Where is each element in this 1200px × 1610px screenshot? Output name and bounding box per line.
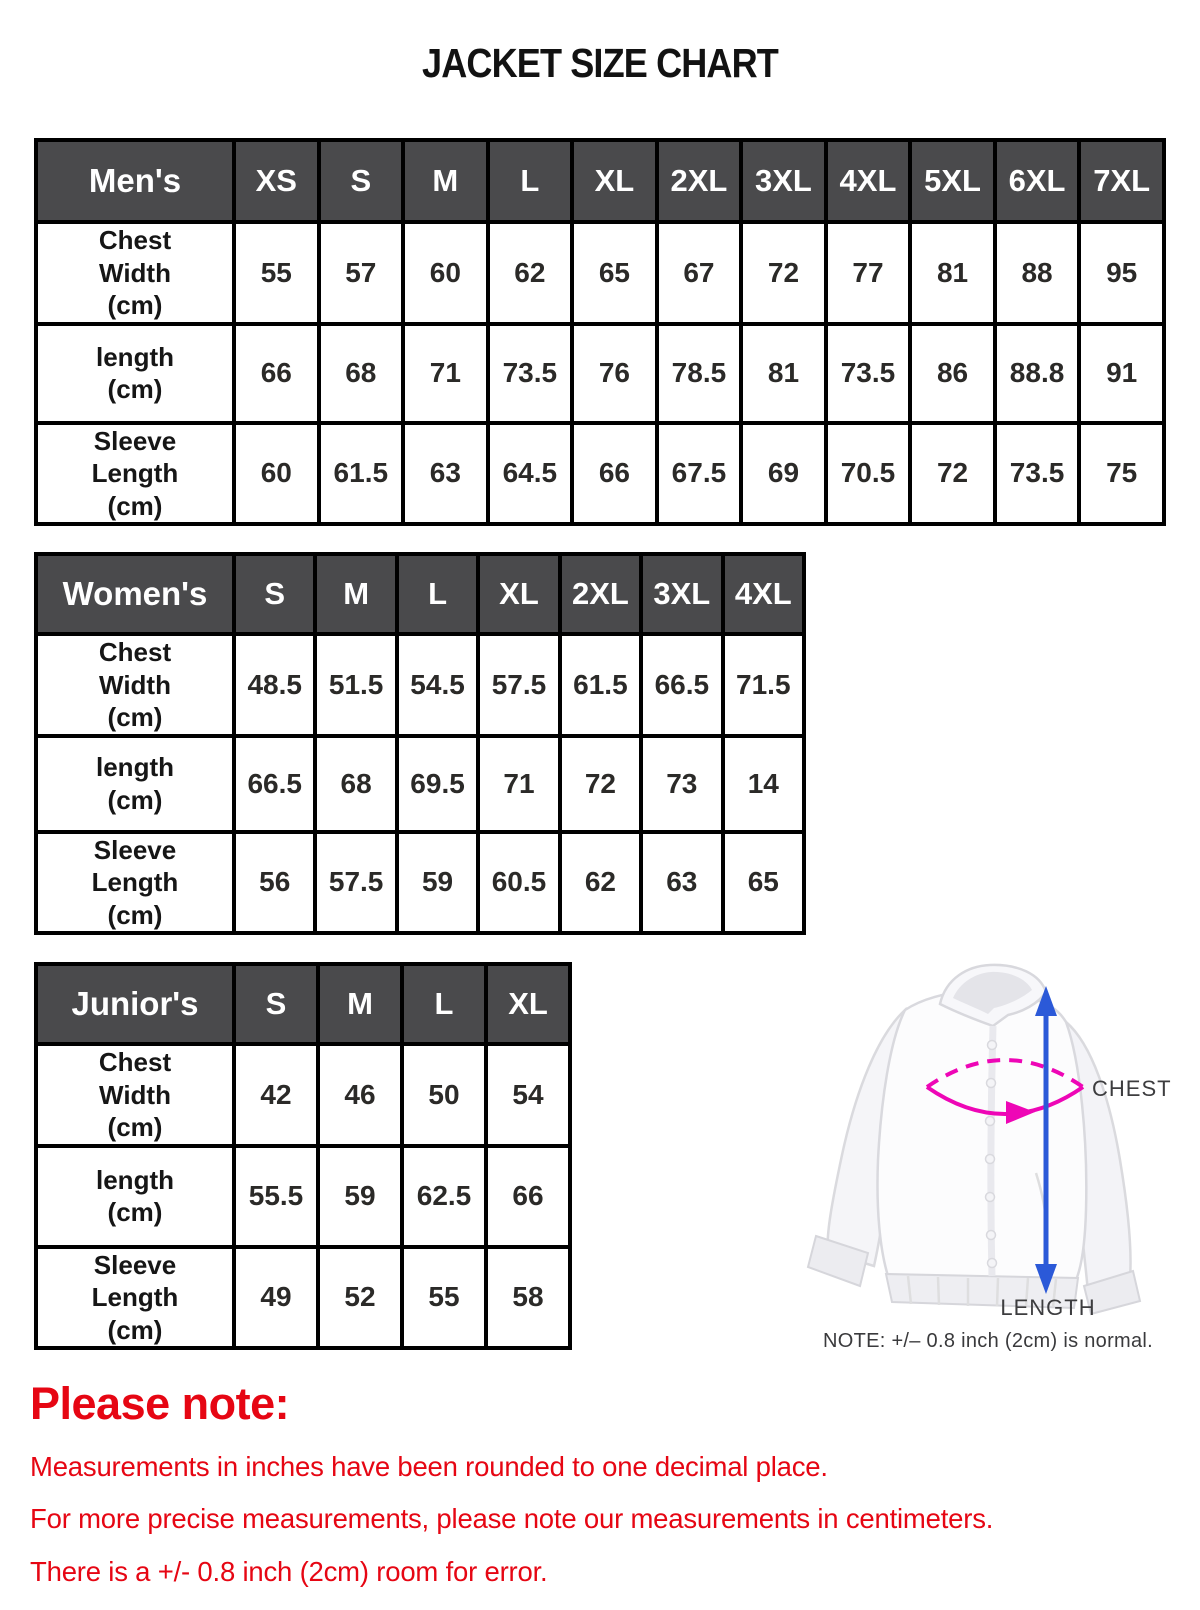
measurement-value-cell: 61.5 [560, 634, 641, 736]
measurement-row-label: length (cm) [36, 736, 234, 832]
measurement-value-cell: 50 [402, 1044, 486, 1146]
measurement-value-cell: 46 [318, 1044, 402, 1146]
measurement-value-cell: 57.5 [315, 832, 396, 934]
size-column-header: S [319, 140, 404, 222]
measurement-value-cell: 75 [1079, 423, 1164, 525]
measurement-row-label: Sleeve Length (cm) [36, 423, 234, 525]
size-column-header: XL [486, 964, 570, 1044]
measurement-value-cell: 72 [910, 423, 995, 525]
measurement-value-cell: 69.5 [397, 736, 478, 832]
measurement-value-cell: 52 [318, 1247, 402, 1349]
size-column-header: L [397, 554, 478, 634]
measurement-value-cell: 55 [402, 1247, 486, 1349]
measurement-value-cell: 54 [486, 1044, 570, 1146]
size-chart-table [34, 552, 806, 935]
measurement-value-cell: 66.5 [641, 634, 722, 736]
jacket-illustration [788, 940, 1188, 1318]
measurement-value-cell: 86 [910, 324, 995, 423]
measurement-value-cell: 65 [723, 832, 804, 934]
size-column-header: 4XL [723, 554, 804, 634]
measurement-row [36, 324, 1164, 423]
size-column-header: XS [234, 140, 319, 222]
mens-size-table [34, 138, 1166, 526]
measurement-value-cell: 66.5 [234, 736, 315, 832]
measurement-value-cell: 51.5 [315, 634, 396, 736]
please-note-line: Measurements in inches have been rounded to one decimal place. [30, 1451, 828, 1482]
measurement-value-cell: 66 [234, 324, 319, 423]
measurement-row-label: Sleeve Length (cm) [36, 1247, 234, 1349]
measurement-row [36, 1247, 570, 1349]
juniors-size-table [34, 962, 572, 1350]
measurement-value-cell: 48.5 [234, 634, 315, 736]
measurement-row [36, 222, 1164, 324]
measurement-value-cell: 56 [234, 832, 315, 934]
measurement-row [36, 634, 804, 736]
measurement-value-cell: 66 [572, 423, 657, 525]
measurement-value-cell: 66 [486, 1146, 570, 1247]
measurement-value-cell: 68 [315, 736, 396, 832]
measurement-row-label: Chest Width (cm) [36, 634, 234, 736]
measurement-value-cell: 65 [572, 222, 657, 324]
diagram-note: NOTE: +/– 0.8 inch (2cm) is normal. [822, 1330, 1154, 1352]
measurement-row [36, 1146, 570, 1247]
womens-size-table [34, 552, 806, 935]
measurement-value-cell: 69 [741, 423, 826, 525]
measurement-value-cell: 49 [234, 1247, 318, 1349]
measurement-value-cell: 88 [995, 222, 1080, 324]
measurement-row [36, 736, 804, 832]
measurement-value-cell: 14 [723, 736, 804, 832]
measurement-value-cell: 61.5 [319, 423, 404, 525]
measurement-value-cell: 60 [234, 423, 319, 525]
measurement-value-cell: 95 [1079, 222, 1164, 324]
please-note-line: There is a +/- 0.8 inch (2cm) room for error. [30, 1555, 548, 1587]
please-note-section [30, 1378, 1150, 1609]
chest-label: CHEST [1092, 1076, 1172, 1101]
measurement-value-cell: 57.5 [478, 634, 559, 736]
measurement-value-cell: 63 [641, 832, 722, 934]
measurement-value-cell: 71.5 [723, 634, 804, 736]
measurement-row [36, 1044, 570, 1146]
size-column-header: 6XL [995, 140, 1080, 222]
measurement-value-cell: 42 [234, 1044, 318, 1146]
measurement-value-cell: 63 [403, 423, 488, 525]
measurement-value-cell: 73.5 [826, 324, 911, 423]
size-column-header: XL [572, 140, 657, 222]
size-column-header: L [402, 964, 486, 1044]
size-column-header: M [318, 964, 402, 1044]
size-column-header: XL [478, 554, 559, 634]
measurement-row-label: length (cm) [36, 324, 234, 423]
measurement-row-label: Chest Width (cm) [36, 1044, 234, 1146]
measurement-row [36, 423, 1164, 525]
jacket-measurement-diagram [788, 940, 1188, 1353]
jacket-body [877, 990, 1086, 1280]
measurement-value-cell: 73.5 [488, 324, 573, 423]
measurement-value-cell: 55 [234, 222, 319, 324]
measurement-value-cell: 60.5 [478, 832, 559, 934]
page-title: JACKET SIZE CHART [422, 40, 778, 86]
size-column-header: 3XL [741, 140, 826, 222]
measurement-value-cell: 67 [657, 222, 742, 324]
measurement-value-cell: 78.5 [657, 324, 742, 423]
measurement-value-cell: 59 [318, 1146, 402, 1247]
size-column-header: 7XL [1079, 140, 1164, 222]
measurement-value-cell: 55.5 [234, 1146, 318, 1247]
measurement-row [36, 832, 804, 934]
measurement-value-cell: 59 [397, 832, 478, 934]
measurement-value-cell: 62 [488, 222, 573, 324]
size-column-header: S [234, 964, 318, 1044]
measurement-value-cell: 77 [826, 222, 911, 324]
measurement-value-cell: 81 [741, 324, 826, 423]
measurement-value-cell: 72 [741, 222, 826, 324]
size-column-header: L [488, 140, 573, 222]
table-group-header: Women's [36, 554, 234, 634]
measurement-value-cell: 67.5 [657, 423, 742, 525]
measurement-value-cell: 76 [572, 324, 657, 423]
size-column-header: M [403, 140, 488, 222]
measurement-value-cell: 73 [641, 736, 722, 832]
size-column-header: 4XL [826, 140, 911, 222]
measurement-value-cell: 71 [478, 736, 559, 832]
measurement-value-cell: 73.5 [995, 423, 1080, 525]
measurement-row-label: length (cm) [36, 1146, 234, 1247]
measurement-value-cell: 64.5 [488, 423, 573, 525]
size-column-header: 2XL [560, 554, 641, 634]
size-column-header: M [315, 554, 396, 634]
measurement-value-cell: 57 [319, 222, 404, 324]
measurement-value-cell: 62 [560, 832, 641, 934]
measurement-value-cell: 70.5 [826, 423, 911, 525]
measurement-value-cell: 72 [560, 736, 641, 832]
length-label: LENGTH [1000, 1295, 1096, 1318]
measurement-value-cell: 58 [486, 1247, 570, 1349]
measurement-value-cell: 71 [403, 324, 488, 423]
table-group-header: Junior's [36, 964, 234, 1044]
measurement-value-cell: 62.5 [402, 1146, 486, 1247]
measurement-value-cell: 88.8 [995, 324, 1080, 423]
measurement-row-label: Chest Width (cm) [36, 222, 234, 324]
size-column-header: 5XL [910, 140, 995, 222]
size-column-header: 2XL [657, 140, 742, 222]
measurement-value-cell: 60 [403, 222, 488, 324]
measurement-value-cell: 81 [910, 222, 995, 324]
please-note-heading: Please note: [30, 1378, 290, 1429]
measurement-value-cell: 54.5 [397, 634, 478, 736]
measurement-value-cell: 68 [319, 324, 404, 423]
table-group-header: Men's [36, 140, 234, 222]
measurement-value-cell: 91 [1079, 324, 1164, 423]
measurement-row-label: Sleeve Length (cm) [36, 832, 234, 934]
please-note-line: For more precise measurements, please note our measurements in centimeters. [30, 1503, 994, 1535]
size-column-header: S [234, 554, 315, 634]
size-chart-table [34, 962, 572, 1350]
size-chart-table [34, 138, 1166, 526]
size-column-header: 3XL [641, 554, 722, 634]
